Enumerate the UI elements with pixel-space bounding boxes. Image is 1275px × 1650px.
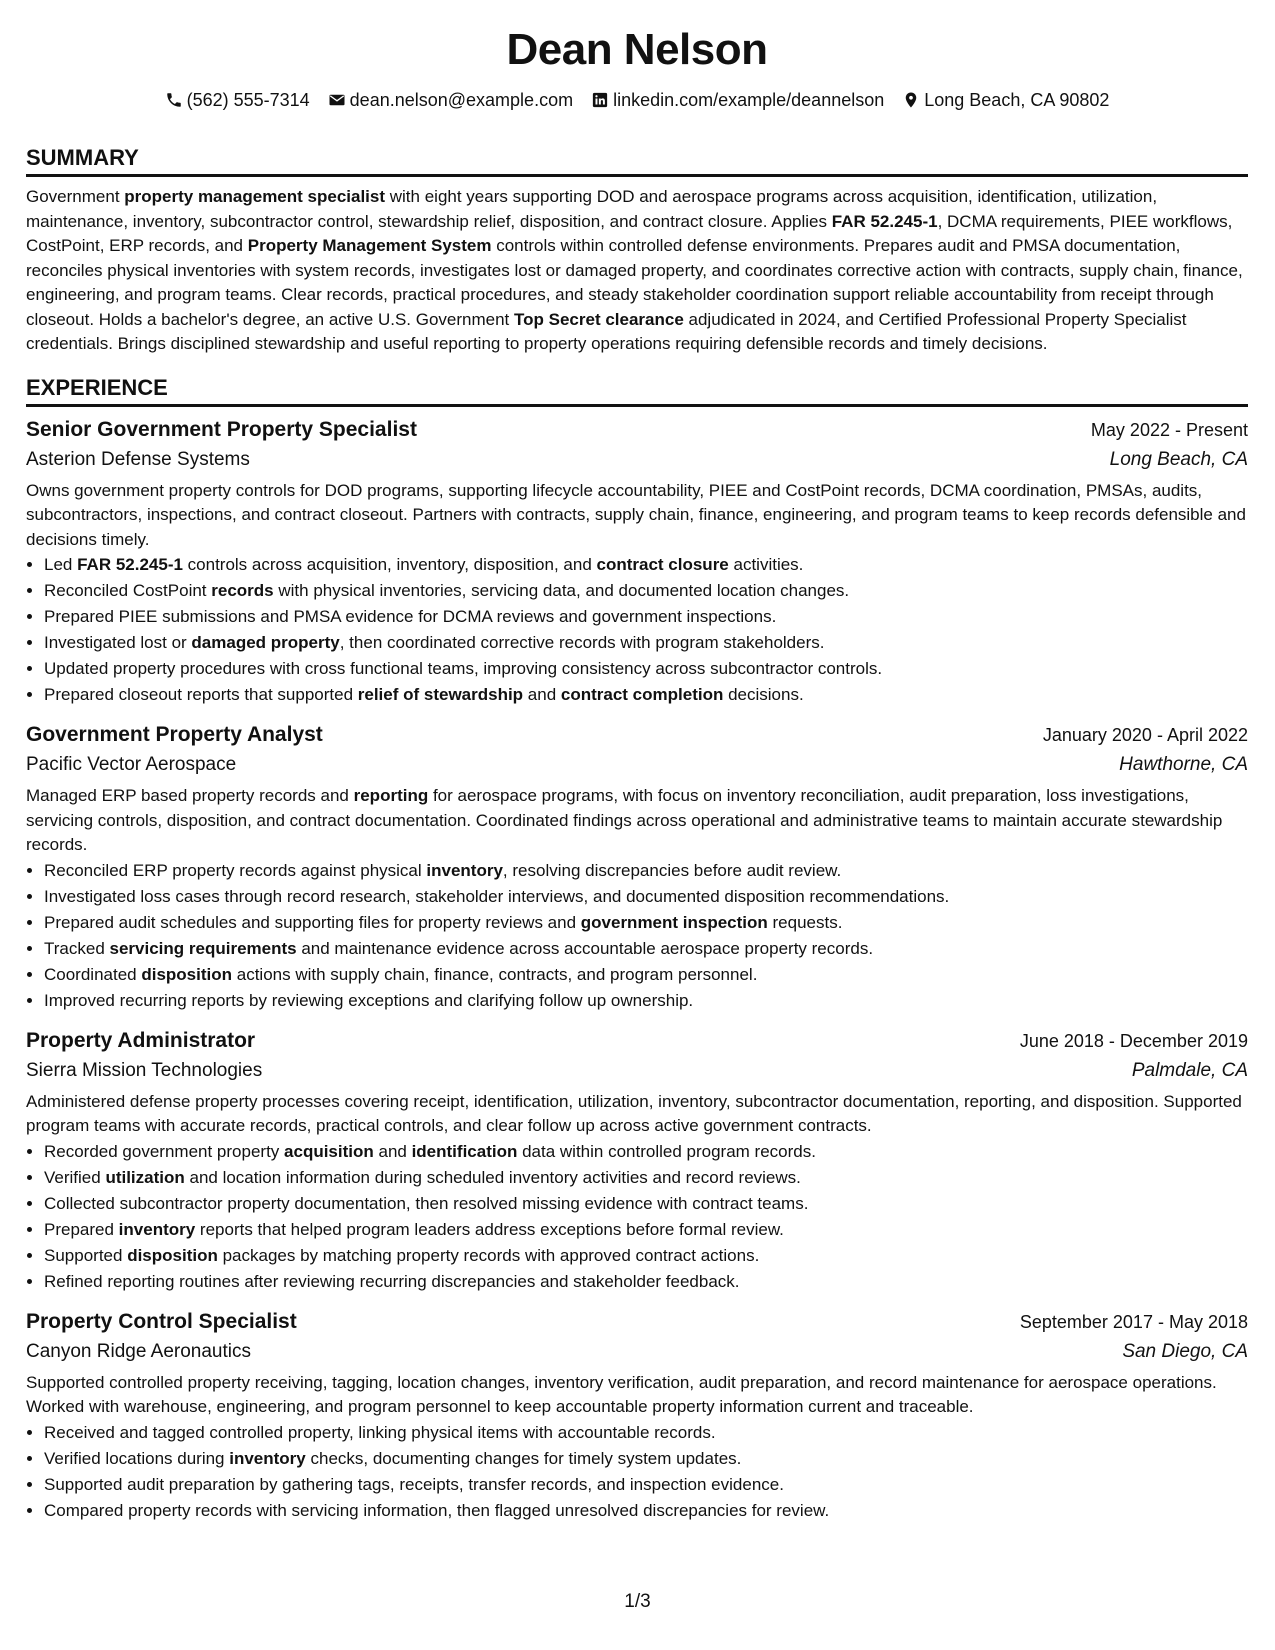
contact-phone	[165, 88, 310, 112]
resume-page	[26, 0, 1248, 1524]
linkedin-text: linkedin.com/example/deannelson	[613, 90, 885, 110]
job-title: Government Property Analyst	[26, 723, 323, 746]
experience-heading: EXPERIENCE	[26, 374, 1248, 407]
job-dates: September 2017 - May 2018	[1019, 1311, 1248, 1332]
summary-text: Government property management specialist with eight years supporting DOD and aerospace programs across acquisition, identification, utilization, maintenance, inventory, subcontractor control, stewardship relief, disposition, and contract closure. Applies FAR 52.245-1, DCMA requirements, PIEE workflows, CostPoint, ERP records, and Property Management System controls within controlled defense environments. Prepares audit and PMSA documentation, reconciles physical inventories with system records, investigates lost or damaged property, and coordinates corrective action with contracts, supply chain, finance, engineering, and program teams. Clear records, practical procedures, and steady stakeholder coordination support reliable accountability from receipt through closeout. Holds a bachelor's degree, an active U.S. Government Top Secret clearance adjudicated in 2024, and Certified Professional Property Specialist credentials. Brings disciplined stewardship and useful reporting to property operations requiring defensible records and timely decisions.	[26, 187, 1243, 353]
job-entry	[26, 1026, 1248, 1295]
bullet-item: • Compared property records with servicing information, then flagged unresolved discrepancies for review.	[44, 1498, 1248, 1524]
job-description: Administered defense property processes covering receipt, identification, utilization, inventory, subcontractor documentation, reporting, and disposition. Supported program teams with accurate records, practical controls, and clear follow up across active government contracts.	[26, 1091, 1242, 1135]
bullet-item: • Prepared audit schedules and supporting files for property reviews and government inspection requests.	[44, 910, 1248, 936]
bullet-item: • Supported audit preparation by gathering tags, receipts, transfer records, and inspection evidence.	[44, 1472, 1248, 1498]
job-dates: June 2018 - December 2019	[1019, 1030, 1248, 1051]
page-indicator: 1/3	[624, 1591, 651, 1612]
contact-bar	[26, 88, 1248, 112]
bullet-item: • Investigated lost or damaged property, then coordinated corrective records with program stakeholders.	[44, 630, 1248, 656]
location-text: Long Beach, CA 90802	[924, 90, 1110, 110]
bullet-item: • Verified utilization and location information during scheduled inventory activities and record reviews.	[44, 1165, 1248, 1191]
job-description: Owns government property controls for DOD programs, supporting lifecycle accountability, PIEE and CostPoint records, DCMA coordination, PMSAs, audits, subcontractors, inspections, and contract closeout. Partners with contracts, supply chain, finance, engineering, and program teams to keep records defensible and decisions timely.	[26, 480, 1246, 549]
linkedin-icon	[591, 91, 609, 109]
job-location: Hawthorne, CA	[1119, 754, 1248, 775]
bullet-item: • Updated property procedures with cross functional teams, improving consistency across subcontractor controls.	[44, 656, 1248, 682]
company-name: Pacific Vector Aerospace	[26, 754, 237, 775]
bullet-item: • Coordinated disposition actions with supply chain, finance, contracts, and program personnel.	[44, 962, 1248, 988]
job-entry	[26, 1307, 1248, 1524]
job-entry	[26, 415, 1248, 709]
phone-icon	[165, 91, 183, 109]
job-location: Palmdale, CA	[1131, 1059, 1248, 1081]
job-title: Senior Government Property Specialist	[26, 417, 417, 441]
job-location: Long Beach, CA	[1109, 448, 1248, 470]
job-dates: January 2020 - April 2022	[1042, 725, 1248, 745]
map-pin-icon	[902, 91, 920, 109]
job-bullets	[26, 1139, 1248, 1295]
bullet-item: • Recorded government property acquisition and identification data within controlled program records.	[44, 1139, 1248, 1165]
bullet-item: • Refined reporting routines after reviewing recurring discrepancies and stakeholder feedback.	[44, 1269, 1248, 1295]
phone-text: (562) 555-7314	[186, 90, 310, 110]
job-title: Property Control Specialist	[26, 1309, 297, 1333]
job-location: San Diego, CA	[1122, 1340, 1248, 1362]
summary-heading: SUMMARY	[26, 144, 1248, 177]
envelope-icon	[328, 91, 346, 109]
job-description: Managed ERP based property records and reporting for aerospace programs, with focus on inventory reconciliation, audit preparation, loss investigations, servicing controls, disposition, and contract documentation. Coordinated findings across operational and administrative teams to maintain accurate stewardship records.	[26, 786, 1223, 854]
bullet-item: • Reconciled ERP property records against physical inventory, resolving discrepancies before audit review.	[44, 858, 1248, 884]
job-description: Supported controlled property receiving, tagging, location changes, inventory verification, audit preparation, and record maintenance for aerospace operations. Worked with warehouse, engineering, and program personnel to keep accountable property information current and traceable.	[26, 1372, 1217, 1416]
bullet-item: • Reconciled CostPoint records with physical inventories, servicing data, and documented location changes.	[44, 578, 1248, 604]
job-bullets	[26, 552, 1248, 708]
company-name: Asterion Defense Systems	[26, 448, 250, 470]
bullet-item: • Prepared closeout reports that supported relief of stewardship and contract completion decisions.	[44, 682, 1248, 708]
contact-location	[902, 88, 1109, 112]
bullet-item: • Received and tagged controlled property, linking physical items with accountable records.	[44, 1420, 1248, 1446]
bullet-item: • Improved recurring reports by reviewing exceptions and clarifying follow up ownership.	[44, 988, 1248, 1014]
job-bullets	[26, 1420, 1248, 1524]
job-title: Property Administrator	[26, 1028, 256, 1052]
contact-email[interactable]	[328, 88, 573, 112]
bullet-item: • Verified locations during inventory checks, documenting changes for timely system updates.	[44, 1446, 1248, 1472]
bullet-item: • Prepared inventory reports that helped program leaders address exceptions before formal review.	[44, 1217, 1248, 1243]
job-entry	[26, 720, 1248, 1014]
bullet-item: • Tracked servicing requirements and maintenance evidence across accountable aerospace property records.	[44, 936, 1248, 962]
job-bullets	[26, 858, 1248, 1014]
bullet-item: • Supported disposition packages by matching property records with approved contract actions.	[44, 1243, 1248, 1269]
contact-linkedin[interactable]	[591, 88, 884, 112]
email-text: dean.nelson@example.com	[349, 90, 574, 110]
bullet-item: • Led FAR 52.245-1 controls across acquisition, inventory, disposition, and contract closure activities.	[44, 552, 1248, 578]
bullet-item: • Investigated loss cases through record research, stakeholder interviews, and documented disposition recommendations.	[44, 884, 1248, 910]
bullet-item: • Collected subcontractor property documentation, then resolved missing evidence with contract teams.	[44, 1191, 1248, 1217]
experience-section	[26, 374, 1248, 1524]
bullet-item: • Prepared PIEE submissions and PMSA evidence for DCMA reviews and government inspections.	[44, 604, 1248, 630]
company-name: Sierra Mission Technologies	[26, 1059, 263, 1081]
company-name: Canyon Ridge Aeronautics	[26, 1340, 251, 1362]
candidate-name: Dean Nelson	[506, 25, 768, 74]
job-dates: May 2022 - Present	[1090, 419, 1248, 440]
summary-section	[26, 144, 1248, 357]
